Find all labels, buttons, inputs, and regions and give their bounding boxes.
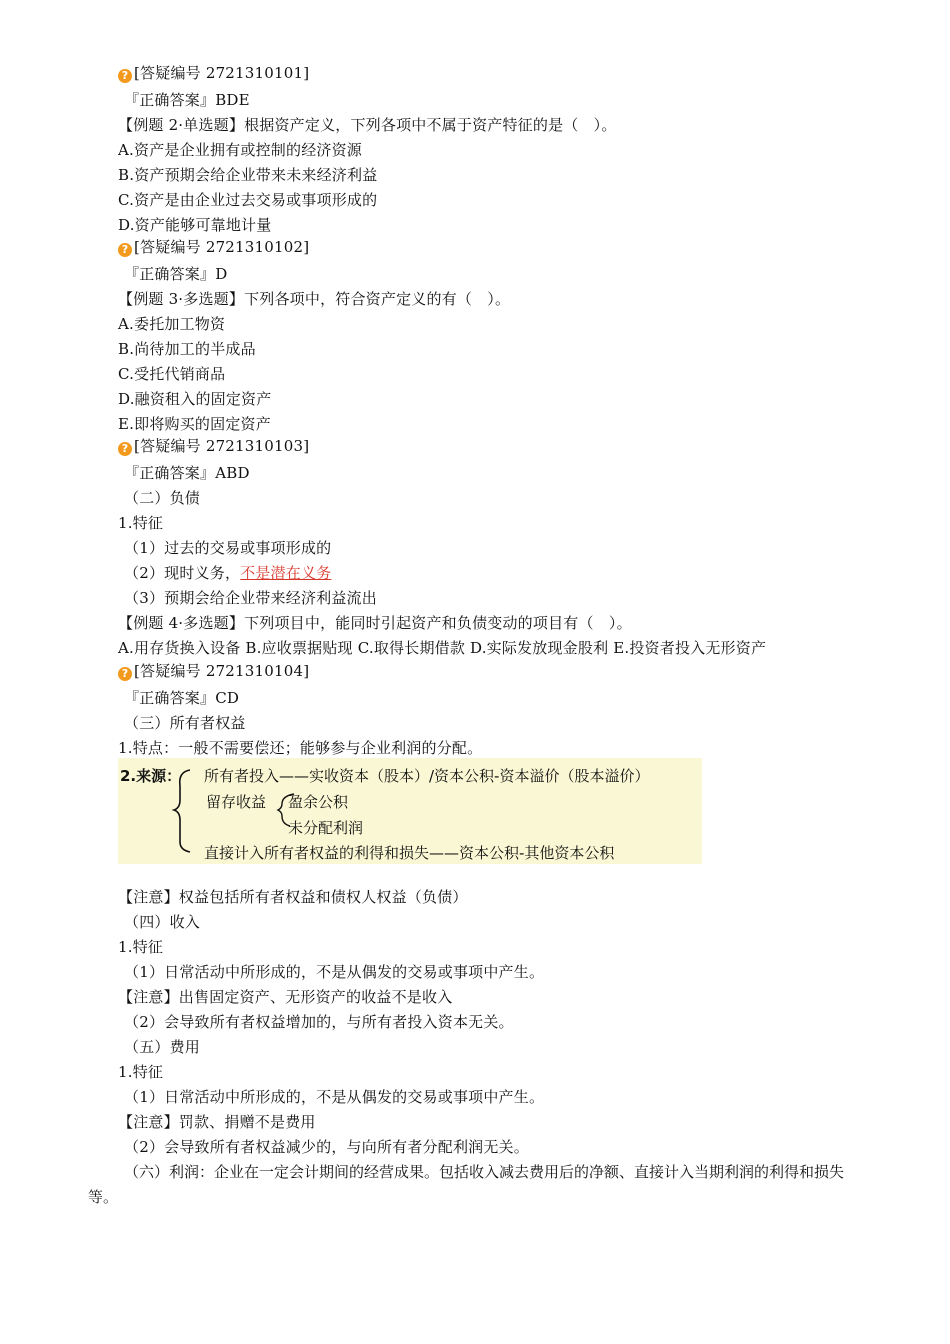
main-brace (174, 770, 190, 852)
highlighted-text: 不是潜在义务 (240, 564, 332, 582)
equity-source-diagram (118, 758, 702, 864)
feature-item: （1）日常活动中所形成的，不是从偶发的交易或事项中产生。 (124, 1088, 545, 1106)
note-line: 【注意】权益包括所有者权益和债权人权益（负债） (118, 888, 468, 906)
feature-text: 1.特点：一般不需要偿还；能够参与企业利润的分配。 (118, 739, 483, 757)
question-icon[interactable]: ? (118, 667, 132, 681)
qa-ref: [答疑编号 2721310104] (134, 662, 310, 680)
qa-ref-line (118, 64, 309, 83)
subheading: 1.特征 (118, 938, 164, 956)
diagram-item-owner-input: 所有者投入——实收资本（股本）/资本公积-资本溢价（股本溢价） (204, 767, 650, 785)
section-heading: （四）收入 (124, 913, 201, 931)
feature-item: （2）会导致所有者权益减少的，与向所有者分配利润无关。 (124, 1138, 529, 1156)
example-2-title: 【例题 2·单选题】根据资产定义，下列各项中不属于资产特征的是（ ）。 (118, 116, 617, 134)
option-a: A.资产是企业拥有或控制的经济资源 (118, 141, 363, 159)
answer-line: 『正确答案』BDE (124, 91, 250, 109)
example-3-title: 【例题 3·多选题】下列各项中，符合资产定义的有（ ）。 (118, 290, 511, 308)
feature-item: （3）预期会给企业带来经济利益流出 (124, 589, 377, 607)
subheading: 1.特征 (118, 514, 164, 532)
sub-brace (278, 794, 294, 826)
question-icon[interactable]: ? (118, 243, 132, 257)
option-b: B.尚待加工的半成品 (118, 340, 256, 358)
answer-line: 『正确答案』D (124, 265, 228, 283)
subheading: 1.特征 (118, 1063, 164, 1081)
question-icon[interactable]: ? (118, 69, 132, 83)
diagram-item-direct: 直接计入所有者权益的利得和损失——资本公积-其他资本公积 (204, 844, 615, 862)
option-c: C.受托代销商品 (118, 365, 226, 383)
section-heading: （二）负债 (124, 489, 201, 507)
example-4-title: 【例题 4·多选题】下列项目中，能同时引起资产和负债变动的项目有（ ）。 (118, 614, 632, 632)
answer-line: 『正确答案』CD (124, 689, 240, 707)
option-c: C.资产是由企业过去交易或事项形成的 (118, 191, 378, 209)
section-heading: （五）费用 (124, 1038, 201, 1056)
section-heading: （三）所有者权益 (124, 714, 246, 732)
answer-line: 『正确答案』ABD (124, 464, 250, 482)
diagram-item-undistributed: 未分配利润 (288, 819, 364, 837)
qa-ref: [答疑编号 2721310102] (134, 238, 310, 256)
option-d: D.资产能够可靠地计量 (118, 216, 272, 234)
qa-ref-line (118, 662, 309, 681)
option-a: A.委托加工物资 (118, 315, 226, 333)
option-e: E.即将购买的固定资产 (118, 415, 271, 433)
note-line: 【注意】出售固定资产、无形资产的收益不是收入 (118, 988, 453, 1006)
qa-ref: [答疑编号 2721310101] (134, 64, 310, 82)
diagram-item-surplus: 盈余公积 (288, 793, 349, 811)
feature-text: （2）现时义务， (124, 564, 241, 582)
feature-item: （1）过去的交易或事项形成的 (124, 539, 332, 557)
feature-item: （2）会导致所有者权益增加的，与所有者投入资本无关。 (124, 1013, 514, 1031)
note-line: 【注意】罚款、捐赠不是费用 (118, 1113, 316, 1131)
profit-paragraph: （六）利润：企业在一定会计期间的经营成果。包括收入减去费用后的净额、直接计入当期利润的利得和损失等。 (88, 1163, 845, 1206)
qa-ref: [答疑编号 2721310103] (134, 437, 310, 455)
diagram-title: 2.来源： (120, 767, 182, 785)
qa-ref-line (118, 437, 309, 456)
feature-item (124, 564, 331, 582)
question-icon[interactable]: ? (118, 442, 132, 456)
brace-lines (118, 758, 702, 864)
feature-item: （1）日常活动中所形成的，不是从偶发的交易或事项中产生。 (124, 963, 545, 981)
options-inline: A.用存货换入设备 B.应收票据贴现 C.取得长期借款 D.实际发放现金股利 E.投资者投入无形资产 (118, 639, 767, 657)
option-d: D.融资租入的固定资产 (118, 390, 272, 408)
diagram-item-retained: 留存收益 (206, 793, 267, 811)
option-b: B.资产预期会给企业带来未来经济利益 (118, 166, 378, 184)
qa-ref-line (118, 238, 309, 257)
